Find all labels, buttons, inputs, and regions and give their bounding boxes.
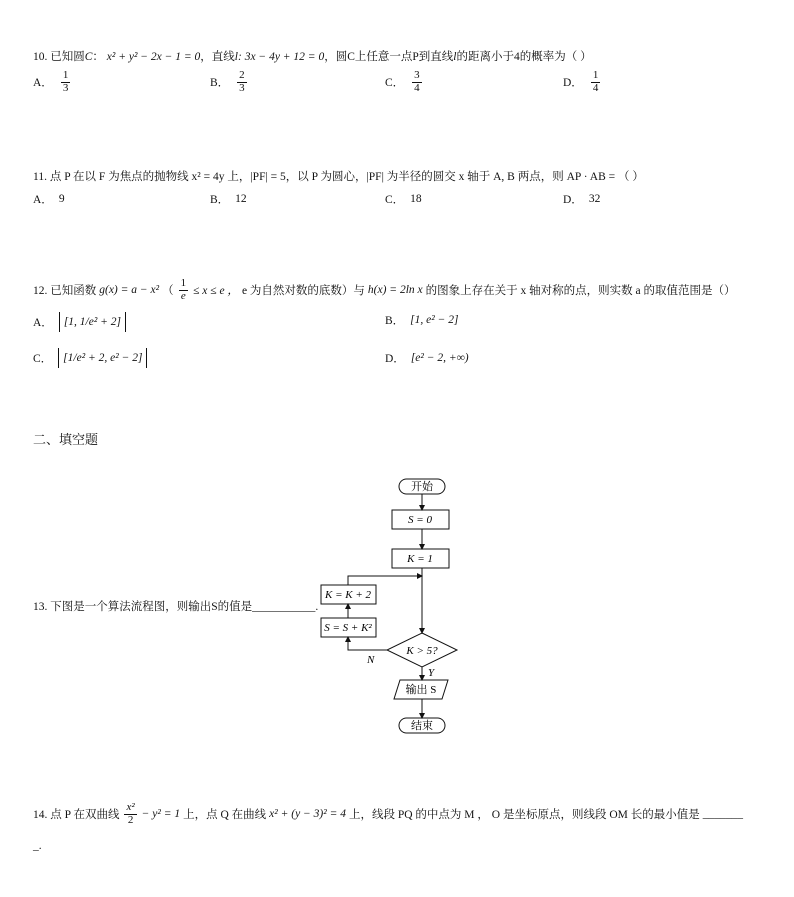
option-letter: A．: [33, 194, 53, 206]
q10-stem-a: 10. 已知圆: [33, 51, 85, 63]
q12-one-over-e: [179, 278, 189, 302]
q14-stem-a: 14. 点 P 在双曲线: [33, 809, 120, 822]
q12-option-a: [33, 312, 126, 332]
flow-no-label: N: [367, 654, 375, 666]
q12-function-h: h(x) = 2ln x: [367, 284, 423, 297]
flow-end-label: 结束: [411, 720, 433, 732]
q14-stem: [33, 802, 743, 826]
denominator: 4: [592, 81, 599, 94]
q10-option-d: [563, 70, 602, 94]
option-interval: [1/e² + 2, e² − 2]: [58, 348, 147, 368]
q14-curve-equation: x² + (y − 3)² = 4: [269, 808, 346, 821]
q10-stem-g: P到直线: [412, 51, 454, 63]
q12-function-g: g(x) = a − x²: [99, 284, 160, 297]
q10-line-name: l: [234, 51, 238, 63]
q10-colon: ：: [92, 51, 104, 63]
q11-option-c: [385, 191, 422, 207]
flow-s-update-label: S = S + K²: [324, 622, 372, 634]
denominator: e: [180, 289, 186, 302]
denominator: 4: [414, 81, 420, 94]
numerator: 1: [180, 277, 187, 289]
option-letter: B．: [210, 194, 230, 206]
flow-output-label: 输出 S: [405, 684, 437, 696]
option-letter: C．: [385, 194, 405, 206]
q13-stem-text: 13. 下图是一个算法流程图，则输出S的值是: [33, 601, 253, 613]
option-letter: C．: [385, 77, 405, 90]
q12-option-d: [385, 350, 469, 366]
option-letter: C．: [33, 353, 53, 365]
option-letter: A．: [33, 317, 53, 329]
numerator: 1: [592, 69, 599, 81]
q11-option-a: [33, 191, 65, 207]
q10-line-equation: : 3x − 4y + 12 = 0: [238, 51, 325, 63]
denominator: 2: [127, 813, 134, 826]
q11-option-d: [563, 191, 600, 207]
q10-line-ref: l: [453, 51, 457, 63]
q10-stem: [33, 48, 592, 64]
q14-stem-c: 上，线段 PQ 的中点为 M ， O 是坐标原点，则线段 OM 长的最小值是: [348, 809, 700, 822]
flow-k-inc-label: K = K + 2: [324, 589, 372, 601]
numerator: 1: [62, 69, 69, 81]
q14-answer-blank[interactable]: _______: [702, 808, 743, 821]
q11-option-b: [210, 191, 247, 207]
q13-answer-blank[interactable]: ___________: [252, 601, 316, 613]
q13-stem: [33, 598, 318, 614]
option-letter: B．: [210, 77, 230, 90]
fraction: [591, 70, 601, 94]
q12-option-c: [33, 348, 147, 368]
q10-circle-name: C: [84, 51, 93, 63]
q10-stem-e: ，圆: [324, 51, 348, 63]
option-value: 12: [235, 193, 247, 205]
fraction: [61, 70, 71, 94]
q12-cond-open: （: [162, 285, 174, 298]
numerator: x²: [126, 801, 135, 813]
fraction: [412, 70, 422, 94]
q10-option-c: [385, 70, 424, 94]
option-value: 32: [588, 193, 601, 205]
option-interval: [e² − 2, +∞): [410, 352, 469, 364]
q12-cond-rest: ≤ x ≤ e ，: [193, 285, 239, 298]
q11-stem: 11. 点 P 在以 F 为焦点的抛物线 x² = 4y 上，|PF| = 5，以 P 为圆心，|PF| 为半径的圆交 x 轴于 A, B 两点，则 AP · AB = （ ）: [33, 171, 644, 183]
flow-start-label: 开始: [411, 481, 433, 493]
q14-stem-b: 上，点 Q 在曲线: [183, 809, 267, 822]
section-title: 二、填空题: [33, 433, 99, 448]
q14-hyperbola-fraction: [124, 802, 136, 826]
numerator: 2: [239, 69, 245, 81]
q10-stem-i: 的距离小于4的概率为（ ）: [456, 51, 592, 63]
flow-yes-label: Y: [428, 667, 435, 679]
fraction: [237, 70, 247, 94]
q10-stem-d: ，直线: [200, 51, 235, 63]
numerator: 3: [414, 69, 420, 81]
q12-stem: [33, 278, 735, 302]
q14-hyperbola-rest: − y² = 1: [141, 808, 181, 821]
q10-option-a: [33, 70, 72, 94]
q10-option-b: [210, 70, 249, 94]
option-letter: B．: [385, 315, 405, 327]
option-letter: D．: [563, 194, 583, 206]
option-interval: [1, e² − 2]: [410, 314, 459, 326]
q12-stem-a: 12. 已知函数: [33, 285, 97, 298]
denominator: 3: [239, 81, 245, 94]
option-letter: A．: [33, 77, 53, 90]
option-interval: [1, 1/e² + 2]: [59, 312, 126, 332]
option-letter: D．: [385, 353, 405, 365]
q10-stem-f: C上任意一点: [347, 51, 413, 63]
option-letter: D．: [563, 77, 583, 90]
q13-period: .: [315, 601, 319, 613]
option-value: 18: [410, 193, 422, 205]
flowchart: [300, 470, 500, 740]
denominator: 3: [62, 81, 69, 94]
flow-k-init-label: K = 1: [407, 553, 433, 565]
option-value: 9: [58, 193, 65, 205]
flow-condition-label: K > 5?: [406, 645, 438, 657]
q10-circle-equation: x² + y² − 2x − 1 = 0: [106, 51, 201, 63]
q12-cond-e: e 为自然对数的底数）与: [241, 285, 365, 298]
q12-option-b: [385, 312, 458, 328]
flow-s-init-label: S = 0: [408, 514, 432, 526]
q14-tail: _.: [33, 840, 42, 852]
q12-stem-b: 的图象上存在关于 x 轴对称的点，则实数 a 的取值范围是（）: [425, 285, 736, 298]
